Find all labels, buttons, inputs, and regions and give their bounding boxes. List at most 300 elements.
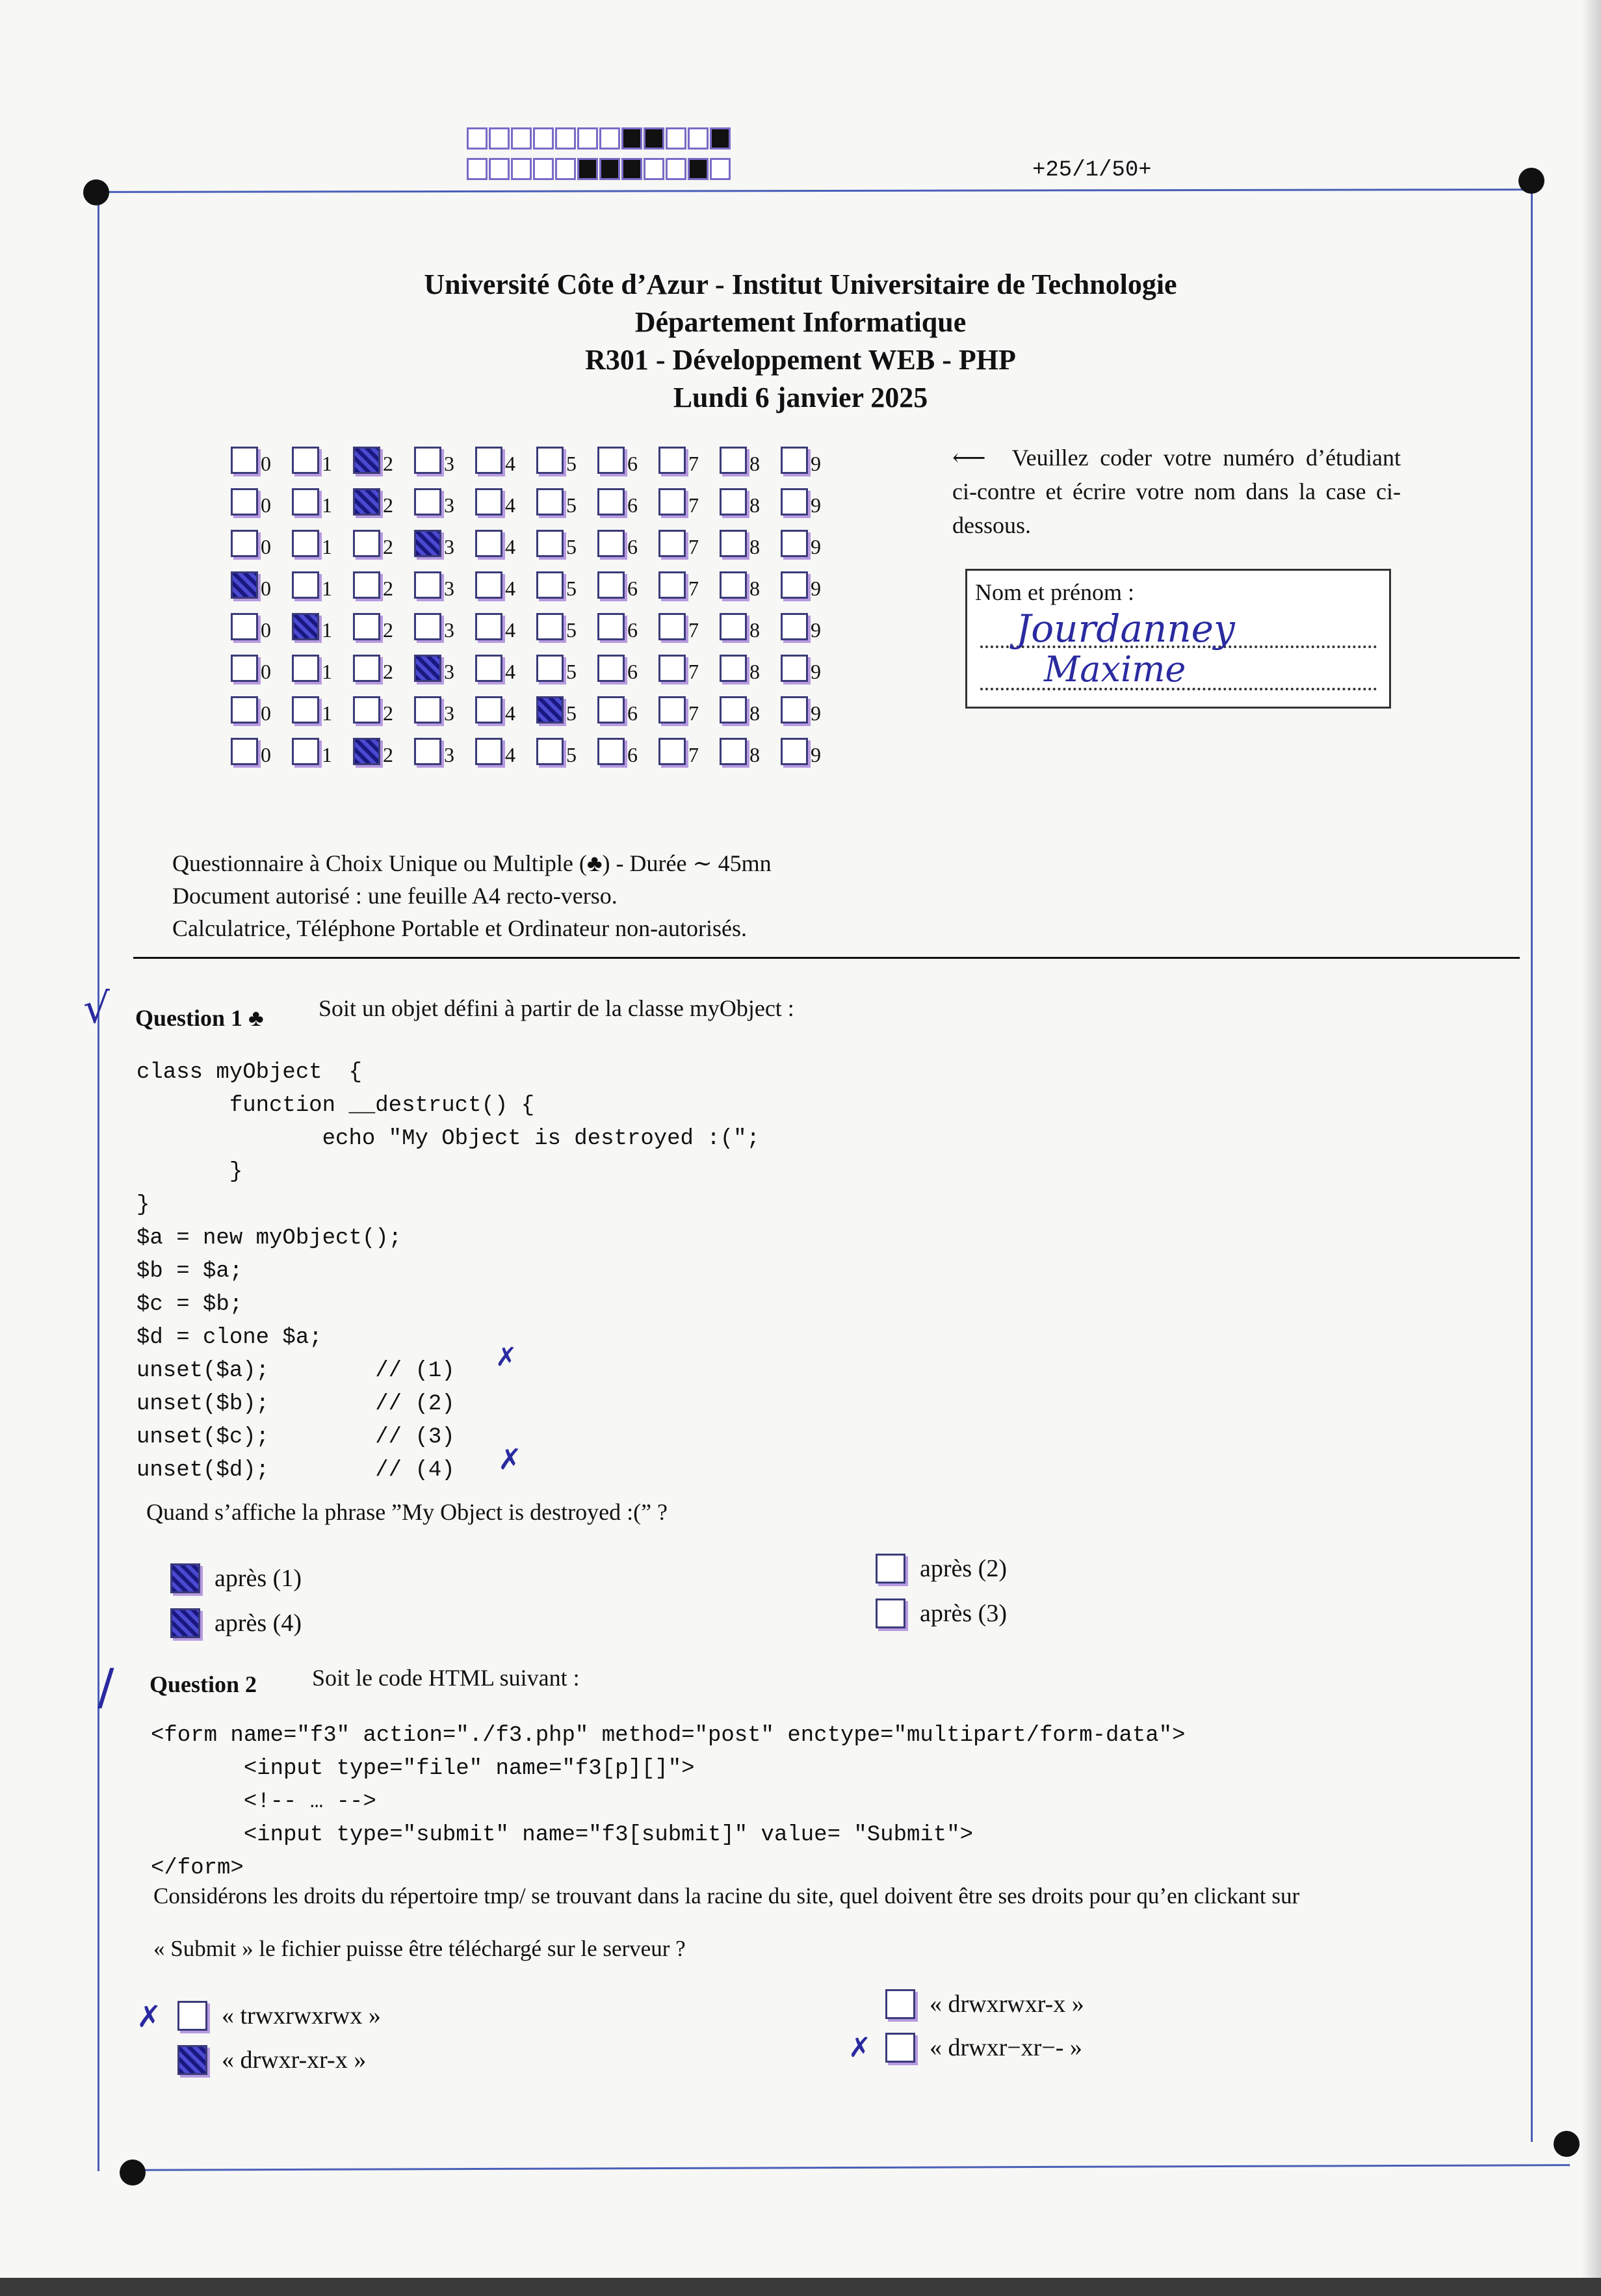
q1-choice-4-checkbox[interactable]	[170, 1608, 200, 1638]
q2-prompt: Soit le code HTML suivant :	[312, 1665, 580, 1691]
handwritten-surname: Jourdanney	[1016, 607, 1235, 651]
digit-label: 2	[383, 701, 393, 725]
digit-checkbox[interactable]	[475, 571, 502, 599]
digit-checkbox[interactable]	[414, 571, 441, 599]
grid-row	[231, 650, 842, 686]
digit-label: 2	[383, 743, 393, 766]
barcode-2-cell	[666, 158, 686, 180]
q1-code-block	[137, 1056, 760, 1487]
digit-label: 6	[627, 452, 638, 475]
barcode-2-cell	[467, 158, 488, 180]
digit-checkbox[interactable]	[720, 738, 747, 765]
q2-choice-d-checkbox[interactable]	[885, 2033, 915, 2063]
scan-bottom-strip	[0, 2278, 1601, 2296]
digit-label: 6	[627, 493, 638, 517]
digit-option[interactable]	[536, 571, 597, 599]
digit-checkbox[interactable]	[720, 696, 747, 724]
digit-checkbox[interactable]	[597, 488, 625, 515]
digit-label: 7	[688, 452, 699, 475]
digit-option[interactable]	[658, 613, 720, 640]
barcode-1-cell	[666, 127, 686, 150]
name-label: Nom et prénom :	[975, 579, 1134, 605]
digit-label: 6	[627, 701, 638, 725]
digit-label: 1	[322, 743, 332, 766]
digit-checkbox[interactable]	[536, 488, 564, 515]
digit-label: 4	[505, 660, 515, 683]
digit-option[interactable]	[720, 655, 781, 682]
digit-checkbox[interactable]	[292, 738, 319, 765]
digit-checkbox[interactable]	[658, 655, 686, 682]
exam-info-line-3: Calculatrice, Téléphone Portable et Ordinateur non-autorisés.	[172, 915, 748, 941]
digit-option[interactable]	[597, 738, 658, 765]
digit-checkbox[interactable]	[353, 571, 380, 599]
digit-checkbox[interactable]	[720, 488, 747, 515]
q2-code-line: <!-- … -->	[151, 1790, 376, 1814]
q2-code-block	[151, 1719, 1185, 1885]
q1-choice-4[interactable]	[170, 1608, 302, 1638]
digit-option[interactable]	[475, 488, 536, 515]
digit-option[interactable]	[536, 655, 597, 682]
digit-label: 6	[627, 660, 638, 683]
digit-checkbox[interactable]	[292, 571, 319, 599]
slash-mark-q2: /	[98, 1658, 114, 1715]
digit-checkbox[interactable]	[414, 447, 441, 474]
digit-option[interactable]	[720, 447, 781, 474]
grid-row	[231, 484, 842, 520]
q1-code-line: unset($d); // (4)	[137, 1458, 455, 1483]
q1-code-line: function __destruct() {	[137, 1093, 535, 1118]
digit-checkbox[interactable]	[475, 613, 502, 640]
digit-label: 0	[261, 535, 271, 558]
digit-option[interactable]	[597, 655, 658, 682]
digit-checkbox[interactable]	[231, 738, 258, 765]
digit-checkbox[interactable]	[292, 488, 319, 515]
digit-option[interactable]	[475, 613, 536, 640]
q1-choice-3-checkbox[interactable]	[876, 1598, 905, 1628]
digit-option[interactable]	[231, 613, 292, 640]
page-code: +25/1/50+	[1032, 158, 1152, 183]
digit-option[interactable]	[414, 447, 475, 474]
digit-checkbox[interactable]	[536, 571, 564, 599]
q1-choice-1[interactable]	[170, 1563, 302, 1593]
digit-checkbox[interactable]	[414, 696, 441, 724]
digit-checkbox[interactable]	[414, 488, 441, 515]
q2-choice-b[interactable]	[177, 2045, 366, 2075]
digit-option[interactable]	[353, 696, 414, 724]
digit-label: 1	[322, 660, 332, 683]
digit-checkbox[interactable]	[353, 696, 380, 724]
digit-checkbox[interactable]	[781, 488, 808, 515]
barcode-2-cell	[533, 158, 554, 180]
digit-option[interactable]	[231, 696, 292, 724]
digit-checkbox[interactable]	[231, 655, 258, 682]
digit-option[interactable]	[475, 530, 536, 557]
q1-choice-2[interactable]	[876, 1554, 1007, 1584]
digit-option[interactable]	[658, 530, 720, 557]
digit-option[interactable]	[658, 488, 720, 515]
digit-label: 0	[261, 577, 271, 600]
digit-option[interactable]	[353, 571, 414, 599]
digit-checkbox[interactable]	[536, 738, 564, 765]
digit-option[interactable]	[658, 738, 720, 765]
digit-checkbox[interactable]	[231, 613, 258, 640]
digit-checkbox[interactable]	[475, 447, 502, 474]
q2-choice-c[interactable]	[885, 1989, 1084, 2019]
digit-option[interactable]	[231, 447, 292, 474]
digit-option[interactable]	[414, 530, 475, 557]
digit-checkbox[interactable]	[658, 447, 686, 474]
digit-checkbox[interactable]	[475, 488, 502, 515]
digit-label: 9	[811, 577, 821, 600]
cross-mark-d: ✗	[848, 2031, 872, 2063]
digit-label: 9	[811, 535, 821, 558]
q1-code-line: $b = $a;	[137, 1259, 243, 1284]
digit-checkbox[interactable]	[231, 696, 258, 724]
digit-checkbox[interactable]	[781, 571, 808, 599]
digit-checkbox[interactable]	[353, 530, 380, 557]
digit-option[interactable]	[353, 530, 414, 557]
digit-checkbox[interactable]	[353, 655, 380, 682]
digit-label: 5	[566, 660, 577, 683]
frame-top-line	[98, 189, 1531, 193]
digit-label: 9	[811, 452, 821, 475]
barcode-1-cell	[577, 127, 598, 150]
q1-code-line: unset($a); // (1)	[137, 1359, 455, 1383]
digit-checkbox[interactable]	[781, 447, 808, 474]
digit-option[interactable]	[475, 696, 536, 724]
q1-choice-2-label: après (2)	[920, 1555, 1007, 1582]
corner-marker-top-left	[83, 179, 109, 205]
barcode-2-cell	[599, 158, 620, 180]
digit-option[interactable]	[414, 738, 475, 765]
digit-checkbox[interactable]	[597, 696, 625, 724]
digit-label: 7	[688, 660, 699, 683]
exam-info	[172, 847, 772, 945]
digit-checkbox[interactable]	[597, 530, 625, 557]
digit-checkbox[interactable]	[292, 447, 319, 474]
digit-option[interactable]	[536, 738, 597, 765]
digit-checkbox[interactable]	[292, 696, 319, 724]
q1-prompt: Soit un objet défini à partir de la classe myObject :	[319, 995, 794, 1021]
digit-option[interactable]	[292, 530, 353, 557]
digit-label: 2	[383, 535, 393, 558]
q2-choice-c-label: « drwxrwxr-x »	[930, 1990, 1084, 2018]
digit-checkbox[interactable]	[536, 530, 564, 557]
digit-option[interactable]	[353, 488, 414, 515]
digit-option[interactable]	[597, 696, 658, 724]
exam-info-line-2: Document autorisé : une feuille A4 recto-verso.	[172, 883, 618, 909]
digit-option[interactable]	[597, 447, 658, 474]
digit-option[interactable]	[658, 655, 720, 682]
digit-option[interactable]	[597, 613, 658, 640]
frame-bottom-line	[133, 2164, 1570, 2171]
barcode-row-1	[467, 127, 731, 150]
barcode-row-2	[467, 158, 731, 180]
digit-option[interactable]	[231, 488, 292, 515]
digit-option[interactable]	[597, 571, 658, 599]
q2-code-line: </form>	[151, 1856, 244, 1881]
digit-option[interactable]	[658, 571, 720, 599]
digit-checkbox[interactable]	[658, 571, 686, 599]
digit-checkbox[interactable]	[720, 530, 747, 557]
digit-option[interactable]	[292, 488, 353, 515]
digit-label: 0	[261, 452, 271, 475]
digit-option[interactable]	[292, 447, 353, 474]
digit-checkbox[interactable]	[720, 613, 747, 640]
digit-label: 8	[749, 618, 760, 642]
exam-info-line-1: Questionnaire à Choix Unique ou Multiple (♣) - Durée ∼ 45mn	[172, 850, 772, 876]
grid-row	[231, 442, 842, 478]
digit-option[interactable]	[720, 488, 781, 515]
q2-choice-a-label: « trwxrwxrwx »	[222, 2002, 381, 2029]
digit-label: 7	[688, 701, 699, 725]
q2-choice-b-label: « drwxr-xr-x »	[222, 2046, 367, 2074]
q2-choice-c-checkbox[interactable]	[885, 1989, 915, 2019]
digit-checkbox[interactable]	[781, 530, 808, 557]
digit-checkbox[interactable]	[658, 613, 686, 640]
digit-checkbox[interactable]	[231, 571, 258, 599]
digit-checkbox[interactable]	[292, 613, 319, 640]
barcode-1-cell	[467, 127, 488, 150]
digit-checkbox[interactable]	[720, 447, 747, 474]
digit-label: 4	[505, 535, 515, 558]
digit-option[interactable]	[475, 447, 536, 474]
q1-choice-3-label: après (3)	[920, 1600, 1007, 1627]
digit-option[interactable]	[536, 488, 597, 515]
digit-option[interactable]	[597, 488, 658, 515]
separator-line	[133, 957, 1520, 959]
barcode-2-cell	[489, 158, 510, 180]
digit-option[interactable]	[414, 655, 475, 682]
digit-checkbox[interactable]	[231, 447, 258, 474]
title-department: Département Informatique	[634, 306, 967, 338]
digit-label: 4	[505, 577, 515, 600]
q1-choice-4-label: après (4)	[215, 1610, 302, 1637]
digit-checkbox[interactable]	[536, 613, 564, 640]
digit-checkbox[interactable]	[781, 613, 808, 640]
digit-label: 3	[444, 577, 454, 600]
digit-checkbox[interactable]	[292, 655, 319, 682]
digit-checkbox[interactable]	[658, 696, 686, 724]
digit-option[interactable]	[536, 613, 597, 640]
barcode-1-cell	[511, 127, 532, 150]
digit-label: 6	[627, 577, 638, 600]
digit-label: 7	[688, 535, 699, 558]
student-number-grid[interactable]	[231, 442, 842, 775]
q1-choice-3[interactable]	[876, 1598, 1007, 1628]
digit-label: 9	[811, 743, 821, 766]
grid-row	[231, 733, 842, 770]
digit-label: 4	[505, 743, 515, 766]
digit-checkbox[interactable]	[597, 738, 625, 765]
barcode-1-cell	[555, 127, 576, 150]
digit-label: 5	[566, 493, 577, 517]
digit-option[interactable]	[720, 738, 781, 765]
q2-choice-a[interactable]	[177, 2001, 381, 2031]
digit-checkbox[interactable]	[475, 530, 502, 557]
cross-mark-1: ✗	[495, 1342, 517, 1372]
digit-option[interactable]	[781, 613, 842, 640]
barcode-1-cell	[489, 127, 510, 150]
digit-option[interactable]	[781, 738, 842, 765]
digit-option[interactable]	[231, 655, 292, 682]
digit-option[interactable]	[658, 447, 720, 474]
corner-marker-bottom-left	[120, 2159, 146, 2185]
corner-marker-bottom-right	[1554, 2131, 1580, 2157]
digit-checkbox[interactable]	[475, 696, 502, 724]
q2-code-line: <input type="submit" name="f3[submit]" value= "Submit">	[151, 1823, 974, 1847]
digit-option[interactable]	[720, 696, 781, 724]
digit-checkbox[interactable]	[414, 613, 441, 640]
digit-label: 2	[383, 493, 393, 517]
digit-option[interactable]	[292, 613, 353, 640]
barcode-2-cell	[577, 158, 598, 180]
barcode-2-cell	[555, 158, 576, 180]
digit-checkbox[interactable]	[414, 530, 441, 557]
digit-label: 9	[811, 660, 821, 683]
q2-question-line-1: Considérons les droits du répertoire tmp/ se trouvant dans la racine du site, quel doivent être ses droits pour qu’en clickant sur	[153, 1883, 1300, 1909]
digit-checkbox[interactable]	[658, 488, 686, 515]
digit-label: 4	[505, 493, 515, 517]
digit-option[interactable]	[781, 655, 842, 682]
digit-checkbox[interactable]	[414, 738, 441, 765]
digit-option[interactable]	[292, 655, 353, 682]
digit-checkbox[interactable]	[597, 447, 625, 474]
digit-checkbox[interactable]	[292, 530, 319, 557]
digit-label: 5	[566, 618, 577, 642]
digit-label: 2	[383, 660, 393, 683]
digit-option[interactable]	[475, 738, 536, 765]
digit-option[interactable]	[353, 613, 414, 640]
digit-checkbox[interactable]	[231, 530, 258, 557]
barcode-1-cell	[688, 127, 709, 150]
digit-option[interactable]	[231, 530, 292, 557]
digit-option[interactable]	[414, 571, 475, 599]
digit-label: 7	[688, 577, 699, 600]
q2-choice-a-checkbox[interactable]	[177, 2001, 207, 2031]
q2-choice-d[interactable]	[885, 2033, 1082, 2063]
digit-option[interactable]	[414, 488, 475, 515]
digit-option[interactable]	[658, 696, 720, 724]
q2-code-line: <input type="file" name="f3[p][]">	[151, 1756, 695, 1781]
digit-option[interactable]	[353, 447, 414, 474]
digit-option[interactable]	[536, 447, 597, 474]
digit-checkbox[interactable]	[597, 655, 625, 682]
digit-option[interactable]	[536, 696, 597, 724]
q1-choice-1-label: après (1)	[215, 1565, 302, 1592]
digit-option[interactable]	[353, 655, 414, 682]
handwritten-first-name: Maxime	[1044, 649, 1186, 690]
digit-checkbox[interactable]	[231, 488, 258, 515]
digit-label: 9	[811, 493, 821, 517]
digit-checkbox[interactable]	[597, 571, 625, 599]
digit-label: 2	[383, 618, 393, 642]
digit-option[interactable]	[720, 571, 781, 599]
q1-choice-1-checkbox[interactable]	[170, 1563, 200, 1593]
barcode-2-cell	[688, 158, 709, 180]
digit-label: 1	[322, 701, 332, 725]
digit-option[interactable]	[292, 696, 353, 724]
digit-checkbox[interactable]	[781, 738, 808, 765]
digit-label: 8	[749, 535, 760, 558]
digit-checkbox[interactable]	[536, 696, 564, 724]
q2-choice-b-checkbox[interactable]	[177, 2045, 207, 2075]
digit-label: 7	[688, 743, 699, 766]
digit-option[interactable]	[781, 488, 842, 515]
digit-checkbox[interactable]	[720, 655, 747, 682]
q1-code-line: }	[137, 1160, 243, 1184]
digit-option[interactable]	[781, 696, 842, 724]
digit-label: 6	[627, 743, 638, 766]
cross-mark-4: ✗	[498, 1443, 522, 1476]
digit-label: 3	[444, 493, 454, 517]
digit-option[interactable]	[475, 571, 536, 599]
digit-label: 5	[566, 535, 577, 558]
digit-option[interactable]	[414, 696, 475, 724]
barcode-1-cell	[710, 127, 731, 150]
digit-label: 7	[688, 618, 699, 642]
digit-label: 2	[383, 452, 393, 475]
q1-code-line: $a = new myObject();	[137, 1226, 402, 1251]
digit-option[interactable]	[597, 530, 658, 557]
digit-checkbox[interactable]	[353, 613, 380, 640]
q1-question: Quand s’affiche la phrase ”My Object is destroyed :(” ?	[146, 1499, 668, 1525]
digit-checkbox[interactable]	[475, 738, 502, 765]
digit-option[interactable]	[231, 738, 292, 765]
digit-checkbox[interactable]	[353, 488, 380, 515]
digit-checkbox[interactable]	[475, 655, 502, 682]
corner-marker-top-right	[1518, 168, 1544, 194]
digit-option[interactable]	[353, 738, 414, 765]
digit-option[interactable]	[781, 530, 842, 557]
q1-code-line: $d = clone $a;	[137, 1325, 322, 1350]
digit-checkbox[interactable]	[781, 655, 808, 682]
digit-checkbox[interactable]	[597, 613, 625, 640]
digit-label: 2	[383, 577, 393, 600]
digit-option[interactable]	[292, 571, 353, 599]
name-box[interactable]	[965, 569, 1391, 709]
q1-choice-2-checkbox[interactable]	[876, 1554, 905, 1584]
q1-code-line: }	[137, 1193, 150, 1218]
frame-left-line	[98, 195, 99, 2171]
digit-option[interactable]	[781, 447, 842, 474]
digit-option[interactable]	[781, 571, 842, 599]
digit-option[interactable]	[536, 530, 597, 557]
digit-option[interactable]	[475, 655, 536, 682]
title-university: Université Côte d’Azur - Institut Universitaire de Technologie	[424, 268, 1177, 300]
digit-option[interactable]	[292, 738, 353, 765]
digit-checkbox[interactable]	[536, 447, 564, 474]
digit-checkbox[interactable]	[414, 655, 441, 682]
barcode-1-cell	[644, 127, 664, 150]
digit-checkbox[interactable]	[353, 738, 380, 765]
digit-label: 5	[566, 701, 577, 725]
title-date: Lundi 6 janvier 2025	[673, 382, 928, 413]
digit-label: 8	[749, 701, 760, 725]
digit-checkbox[interactable]	[720, 571, 747, 599]
digit-option[interactable]	[414, 613, 475, 640]
digit-checkbox[interactable]	[658, 530, 686, 557]
digit-checkbox[interactable]	[353, 447, 380, 474]
digit-label: 0	[261, 493, 271, 517]
digit-checkbox[interactable]	[781, 696, 808, 724]
digit-option[interactable]	[720, 530, 781, 557]
digit-option[interactable]	[231, 571, 292, 599]
digit-option[interactable]	[720, 613, 781, 640]
digit-label: 5	[566, 743, 577, 766]
digit-checkbox[interactable]	[536, 655, 564, 682]
digit-checkbox[interactable]	[658, 738, 686, 765]
